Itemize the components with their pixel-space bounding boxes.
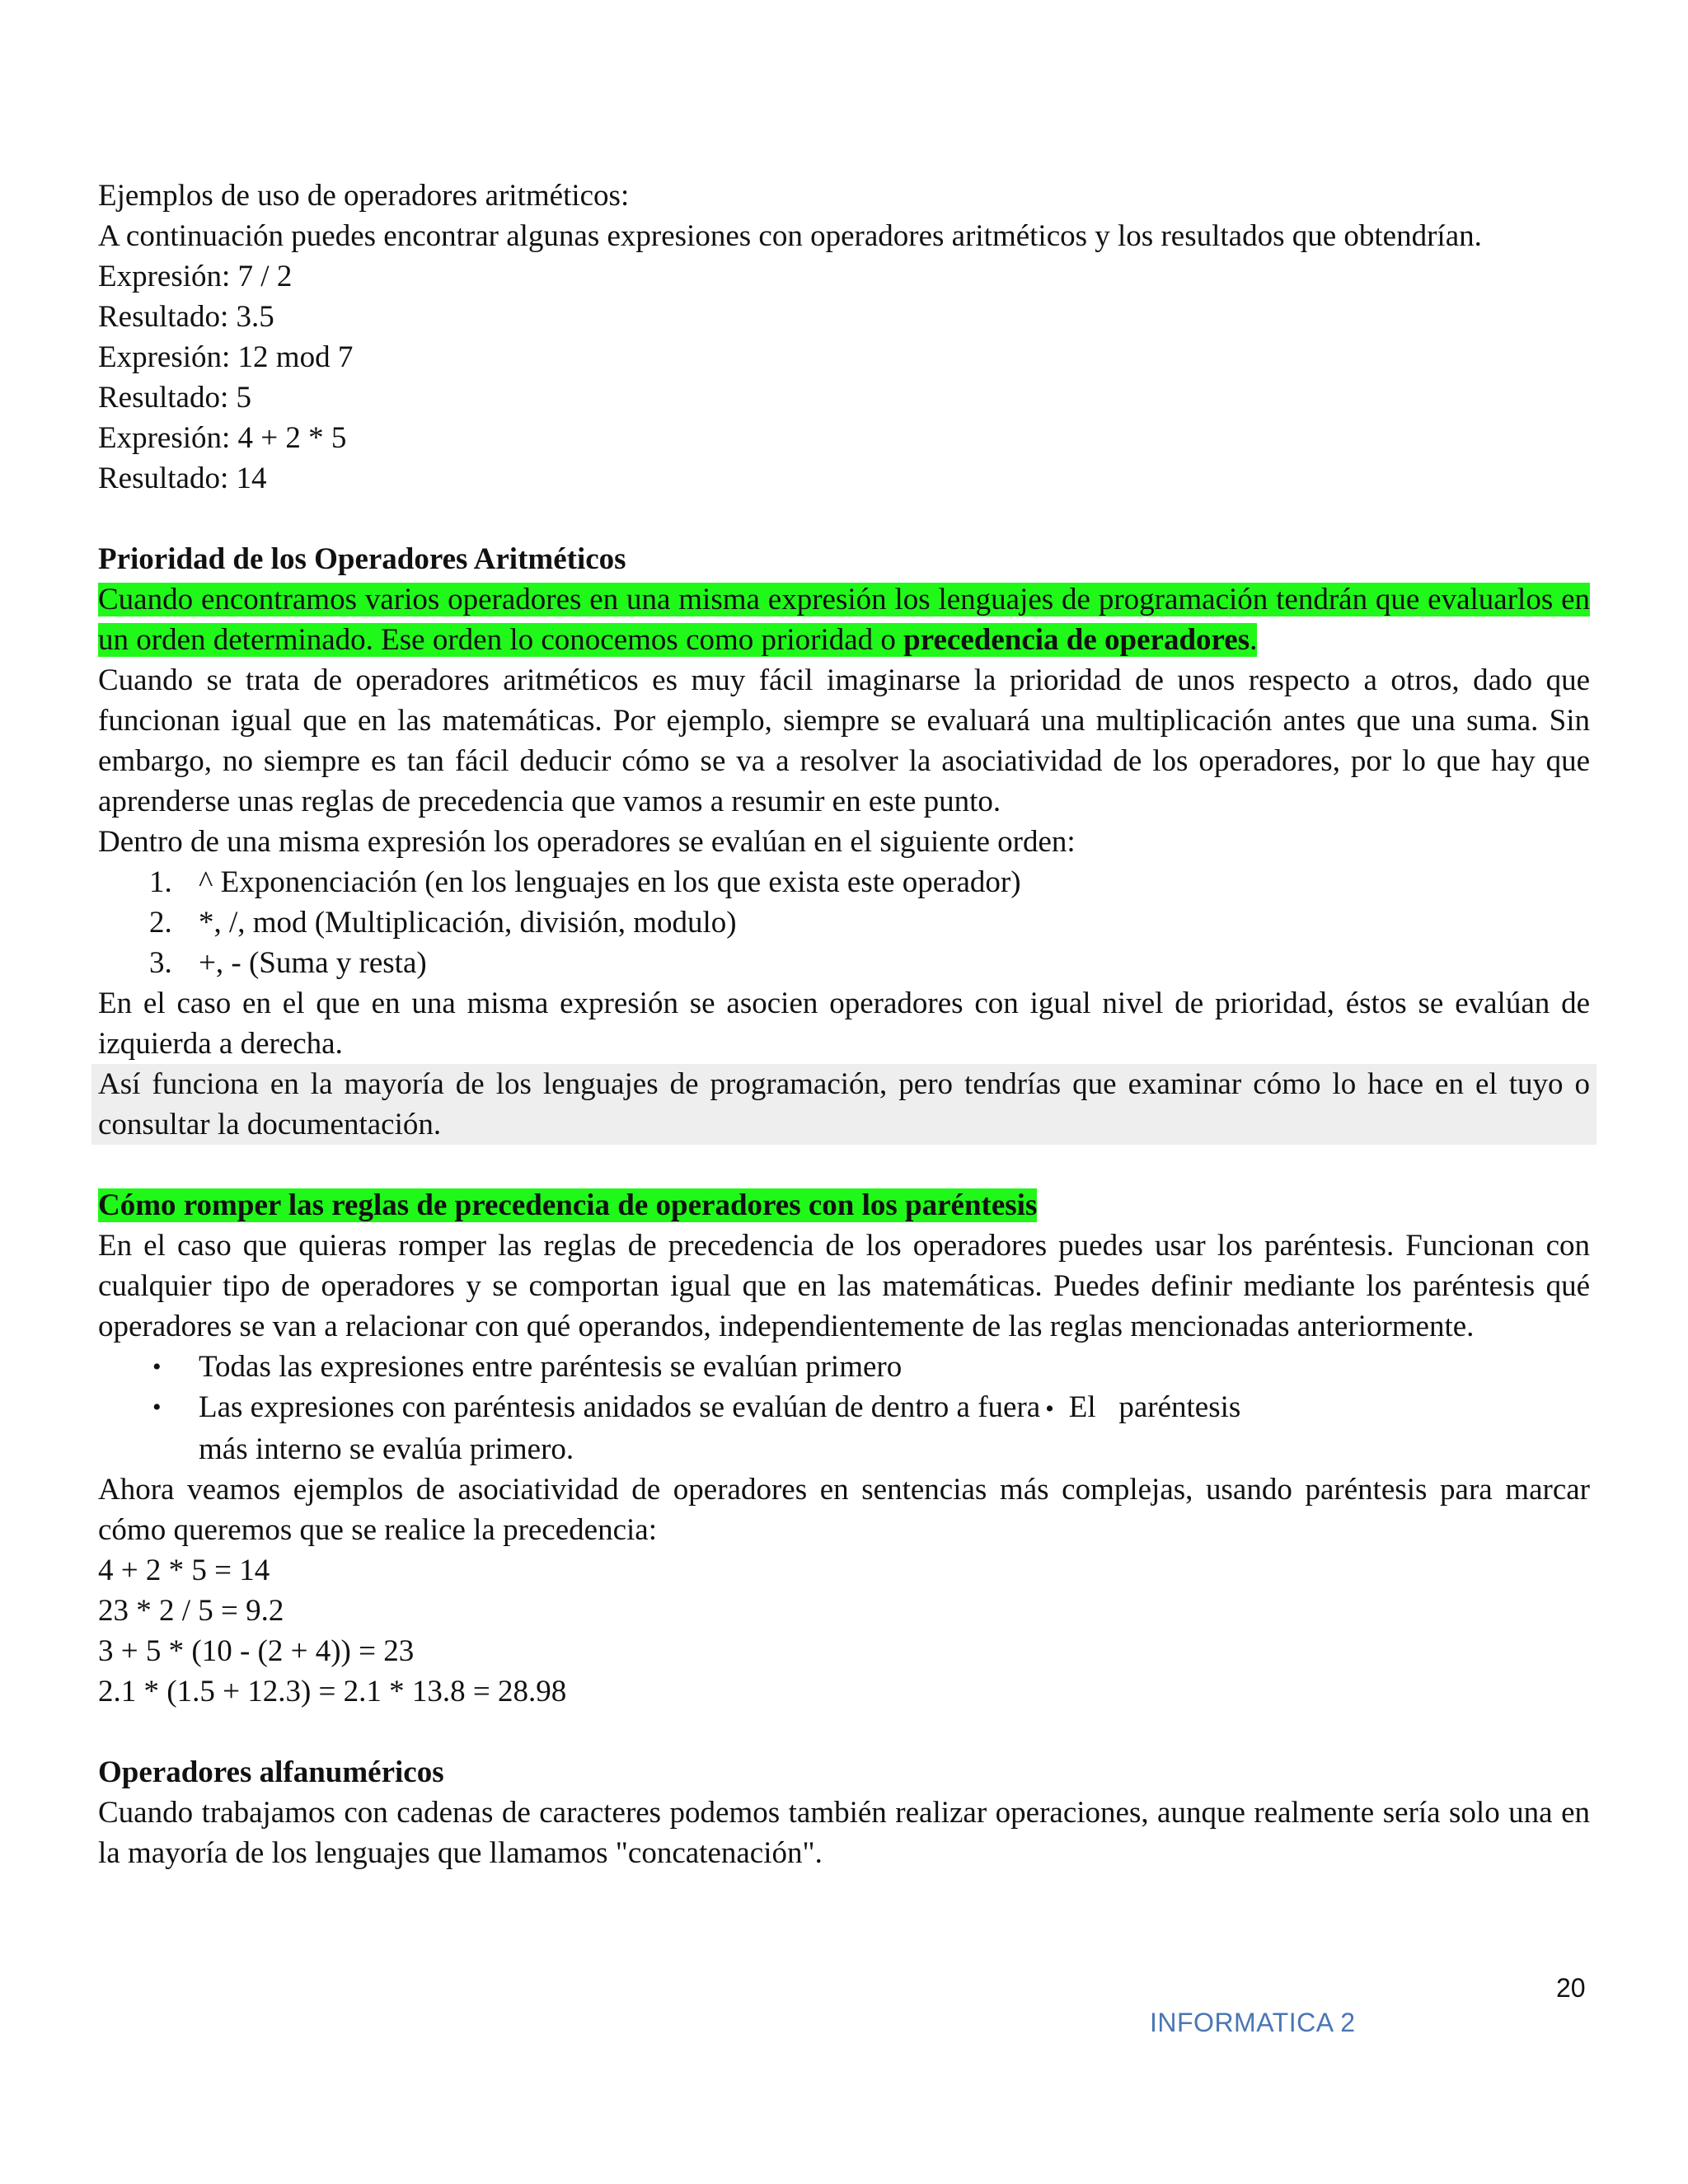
list-number: 1.: [149, 865, 172, 899]
alphanumeric-heading: Operadores alfanuméricos: [98, 1755, 444, 1789]
same-level-paragraph: En el caso en el que en una misma expresión se asocien operadores con igual nivel de prioridad, éstos se evalúan de izquierda a derecha.: [98, 987, 1590, 1061]
list-item-inline-text: El paréntesis: [1068, 1390, 1241, 1424]
note-box: Así funciona en la mayoría de los lenguajes de programación, pero tendrías que examinar cómo lo hace en el tuyo o consultar la documentación.: [91, 1064, 1597, 1145]
list-item-text: Todas las expresiones entre paréntesis se evalúan primero: [199, 1350, 903, 1384]
priority-highlight-end: .: [1250, 623, 1258, 657]
list-item-text: ^ Exponenciación (en los lenguajes en los que exista este operador): [199, 865, 1021, 899]
list-item: [98, 943, 1590, 983]
list-item-text: *, /, mod (Multiplicación, división, modulo): [199, 906, 737, 940]
order-intro: Dentro de una misma expresión los operadores se evalúan en el siguiente orden:: [98, 825, 1076, 859]
parentheses-bullet-list: [98, 1347, 1590, 1469]
list-item: [98, 1347, 1590, 1387]
spacer: [98, 499, 1590, 539]
complex-example-3: 3 + 5 * (10 - (2 + 4)) = 23: [98, 1634, 415, 1668]
example-expression-2: Expresión: 12 mod 7: [98, 340, 354, 374]
bullet-icon: •: [152, 1353, 162, 1380]
examples-intro-paragraph: Ahora veamos ejemplos de asociatividad de operadores en sentencias más complejas, usando paréntesis para marcar cómo queremos que se realice la precedencia:: [98, 1473, 1590, 1547]
list-item-text: +, - (Suma y resta): [199, 946, 427, 980]
example-result-1: Resultado: 3.5: [98, 300, 274, 334]
complex-example-2: 23 * 2 / 5 = 9.2: [98, 1594, 284, 1628]
priority-paragraph: Cuando se trata de operadores aritméticos es muy fácil imaginarse la prioridad de unos respecto a otros, dado que funcionan igual que en las matemáticas. Por ejemplo, siempre se evaluará una multiplicación antes que una suma. Sin embargo, no siempre es tan fácil deducir cómo se va a resolver la asociatividad de los operadores, por lo que hay que aprenderse unas reglas de precedencia que vamos a resumir en este punto.: [98, 663, 1590, 818]
complex-example-1: 4 + 2 * 5 = 14: [98, 1554, 270, 1587]
bullet-icon: •: [1045, 1395, 1054, 1422]
parentheses-paragraph: En el caso que quieras romper las reglas de precedencia de los operadores puedes usar los paréntesis. Funcionan con cualquier tipo de operadores y se comportan igual que en las matemáticas. Puedes definir mediante los paréntesis qué operadores se van a relacionar con qué operandos, independientemente de las reglas mencionadas anteriormente.: [98, 1229, 1590, 1343]
complex-example-4: 2.1 * (1.5 + 12.3) = 2.1 * 13.8 = 28.98: [98, 1675, 567, 1708]
page-content: [98, 176, 1590, 1873]
precedence-order-list: [98, 862, 1590, 983]
footer-label: INFORMATICA 2: [1150, 2008, 1356, 2037]
priority-highlight-text: Cuando encontramos varios operadores en una misma expresión los lenguajes de programación tendrán que evaluarlos en un orden determinado. Ese orden lo conocemos como prioridad o: [98, 583, 1590, 657]
examples-heading: Ejemplos de uso de operadores aritméticos:: [98, 179, 630, 213]
list-number: 2.: [149, 906, 172, 940]
bullet-icon: •: [152, 1394, 162, 1421]
list-item: [98, 902, 1590, 943]
alphanumeric-paragraph: Cuando trabajamos con cadenas de caracteres podemos también realizar operaciones, aunque realmente sería solo una en la mayoría de los lenguajes que llamamos "concatenación".: [98, 1796, 1590, 1870]
list-item-continuation: más interno se evalúa primero.: [199, 1432, 574, 1466]
parentheses-heading-text: Cómo romper las reglas de precedencia de operadores con los paréntesis: [98, 1188, 1038, 1222]
priority-heading: Prioridad de los Operadores Aritméticos: [98, 542, 626, 576]
page-number: 20: [1556, 1973, 1586, 2003]
example-expression-1: Expresión: 7 / 2: [98, 260, 293, 293]
example-result-3: Resultado: 14: [98, 462, 267, 495]
list-item-text: Las expresiones con paréntesis anidados se evalúan de dentro a fuera: [199, 1390, 1041, 1424]
priority-highlight-paragraph: [98, 579, 1590, 660]
parentheses-heading: [98, 1185, 1590, 1226]
example-result-2: Resultado: 5: [98, 381, 252, 415]
list-item: [98, 862, 1590, 902]
example-expression-3: Expresión: 4 + 2 * 5: [98, 421, 347, 455]
examples-intro-text: A continuación puedes encontrar algunas expresiones con operadores aritméticos y los resultados que obtendrían.: [98, 219, 1482, 253]
precedence-term: precedencia de operadores: [903, 623, 1250, 657]
list-number: 3.: [149, 946, 172, 980]
spacer: [98, 1712, 1590, 1752]
spacer: [98, 1145, 1590, 1185]
list-item: [98, 1387, 1590, 1469]
